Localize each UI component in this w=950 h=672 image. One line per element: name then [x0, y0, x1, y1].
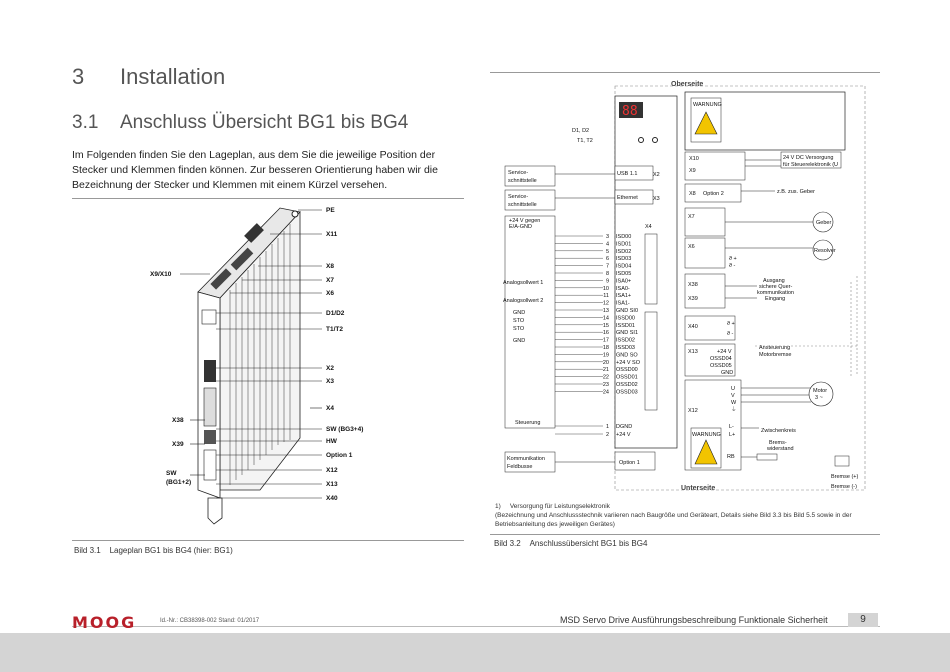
- label-d1d2: D1/D2: [326, 310, 345, 317]
- x7-block: [685, 208, 725, 236]
- x4-pin-number: 13: [602, 308, 609, 314]
- x4-pin-number: 16: [602, 330, 609, 337]
- brems-line1: Brems-: [769, 440, 787, 446]
- komm-line1: Kommunikation: [507, 456, 545, 462]
- service2-line1: Service-: [508, 194, 529, 200]
- x12-pin-lplus: L+: [729, 432, 736, 438]
- figure1-top-rule: [72, 198, 464, 199]
- x4-pin-signal: OSSD03: [616, 389, 638, 396]
- chapter-title: Installation: [120, 64, 226, 89]
- x4-pin-signal: ISD02: [616, 248, 632, 255]
- footnote-text: (Bezeichnung und Anschlussstechnik variieren nach Baugröße und Geräteart, Details siehe Bild 3.3 bis Bild 5.5 sowie in der Betriebsanleitung des jeweiligen Gerätes): [495, 512, 852, 528]
- label-x11: X11: [326, 231, 338, 238]
- label-theta-plus-1: ϑ +: [729, 256, 737, 262]
- label-theta-minus-1: ϑ -: [729, 263, 736, 269]
- left-label-eagnd: E/A-GND: [509, 224, 532, 230]
- left-label-24v: +24 V gegen: [509, 218, 541, 224]
- figure2-caption-text: Anschlussübersicht BG1 bis BG4: [529, 539, 648, 548]
- intro-paragraph: Im Folgenden finden Sie den Lageplan, aus dem Sie die jeweilige Position der Stecker und Klemmen finden können. Zur besseren Orientierung haben wir die Bezeichnung der Stecker und Klemmen mit einem Kürzel versehen.: [72, 149, 438, 191]
- x4-connector-lower: [645, 312, 657, 410]
- brake-resistor: [757, 454, 777, 460]
- warning-label-top: WARNUNG: [693, 102, 722, 108]
- motor-label: Motor: [813, 388, 828, 394]
- label-x40: X40: [688, 324, 698, 330]
- left-label-sto2: STO: [513, 326, 525, 332]
- x4-pin-signal: ISSD03: [616, 345, 635, 351]
- pe-screw: [292, 211, 298, 217]
- x13-pin-gnd: GND: [721, 370, 734, 376]
- t2-button: [653, 138, 658, 143]
- x4-pin-number: 18: [602, 345, 609, 351]
- x12-pin-v: V: [731, 393, 735, 399]
- brake-coil: [835, 456, 849, 466]
- x38-text-2: sichere Quer-: [759, 284, 793, 290]
- x4-pin-signal: ISA1-: [616, 300, 630, 307]
- figure1-device-drawing: [150, 200, 370, 530]
- label-x3: X3: [653, 196, 660, 202]
- left-label-gnd1: GND: [513, 310, 526, 316]
- x4-pin-number: 8: [605, 271, 609, 277]
- label-x2: X2: [326, 365, 334, 372]
- x4-pin-number: 9: [605, 278, 609, 285]
- label-bremse-minus: Bremse (-): [831, 484, 857, 490]
- x4-pin-number: 7: [605, 263, 609, 270]
- figure1-bottom-rule: [72, 540, 464, 541]
- label-theta-plus-2: ϑ +: [727, 321, 735, 327]
- x4-pin-signal: ISA1+: [616, 293, 632, 300]
- x38-x39-ports: [204, 430, 216, 444]
- x38-text-3: kommunikation: [757, 290, 794, 296]
- x4-pin-signal: OSSD02: [616, 382, 638, 388]
- figure2-top-rule: [490, 72, 880, 73]
- x4-pin-signal: DGND: [616, 424, 633, 430]
- x38-text-4: Eingang: [765, 296, 786, 302]
- label-x40: X40: [326, 495, 338, 502]
- left-label-analog1: Analogsollwert 1: [503, 280, 544, 286]
- x12-pin-rb: RB: [727, 454, 735, 460]
- figure1-caption-text: Lageplan BG1 bis BG4 (hier: BG1): [109, 546, 233, 555]
- label-hw: HW: [326, 438, 337, 445]
- x10-text-line1: 24 V DC Versorgung: [783, 155, 834, 161]
- x4-pin-number: 14: [602, 315, 609, 322]
- x4-pin-signal: ISSD00: [616, 315, 635, 322]
- label-d1d2: D1, D2: [572, 128, 590, 134]
- label-x8-text: z.B. zus. Geber: [777, 189, 815, 195]
- x13-pin-ossd05: OSSD05: [710, 363, 732, 369]
- label-theta-minus-2: ϑ -: [727, 331, 734, 337]
- x4-pin-signal: ISA0-: [616, 285, 630, 292]
- x10-text-line2: für Steuerelektronik (U: [783, 162, 839, 168]
- label-x10: X10: [689, 156, 699, 162]
- x4-pin-signal: ISD03: [616, 256, 632, 263]
- label-x8: X8: [689, 191, 696, 197]
- x4-pin-number: 19: [602, 352, 609, 359]
- label-option1: Option 1: [326, 452, 353, 459]
- label-x7: X7: [688, 214, 695, 220]
- x4-pin-number: 1: [605, 424, 609, 430]
- page-number: 9: [848, 613, 878, 627]
- label-x12: X12: [688, 408, 698, 414]
- label-bg12: (BG1+2): [166, 479, 192, 486]
- x4-pin-number: 21: [602, 367, 609, 374]
- label-x9: X9: [689, 168, 696, 174]
- x4-terminal: [204, 388, 216, 426]
- x13-pin-ossd04: OSSD04: [710, 356, 732, 362]
- x4-pin-signal: GND SO: [616, 352, 638, 359]
- label-sw-bg34: SW (BG3+4): [326, 426, 364, 433]
- label-oberseite: Oberseite: [671, 81, 704, 88]
- x4-pin-signal: ISSD01: [616, 322, 635, 329]
- x13-text-2: Motorbremse: [759, 352, 792, 358]
- x4-pin-signal: +24 V: [616, 432, 631, 438]
- label-bremse-plus: Bremse (+): [831, 474, 859, 480]
- x4-pin-signal: ISSD02: [616, 337, 635, 344]
- x12-pin-w: W: [731, 400, 737, 406]
- x4-pin-number: 20: [602, 359, 609, 366]
- moog-logo: MOOG: [72, 613, 137, 632]
- x4-pin-signal: GND SI1: [616, 330, 639, 337]
- figure2-footnote: [495, 502, 885, 529]
- label-x12: X12: [326, 467, 338, 474]
- x38-text-1: Ausgang: [763, 278, 785, 284]
- option1-slot: [204, 450, 216, 480]
- brems-line2: widerstand: [767, 446, 794, 452]
- x4-pin-number: 22: [602, 374, 609, 381]
- label-x38: X38: [688, 282, 698, 288]
- label-x38: X38: [172, 417, 184, 424]
- x13-pin-24v: +24 V: [717, 349, 732, 355]
- label-resolver: Resolver: [814, 248, 836, 254]
- label-option2: Option 2: [703, 191, 724, 197]
- x4-pin-signal: GND SI0: [616, 308, 639, 314]
- left-label-steuerung: Steuerung: [515, 420, 541, 426]
- label-geber: Geber: [816, 220, 832, 226]
- x4-pin-signal: OSSD01: [616, 374, 638, 381]
- label-x2: X2: [653, 172, 660, 178]
- display-d1d2: [202, 310, 216, 324]
- label-x13: X13: [688, 349, 698, 355]
- x4-pin-number: 23: [602, 382, 609, 388]
- x4-pin-number: 5: [605, 248, 609, 255]
- x4-pin-signal: ISD04: [616, 263, 632, 270]
- chapter-heading: [72, 64, 225, 90]
- x4-pin-number: 17: [602, 337, 609, 344]
- label-x9x10: X9/X10: [150, 271, 172, 278]
- x4-pin-signal: ISD00: [616, 234, 632, 240]
- footnote-title: Versorgung für Leistungselektronik: [509, 503, 610, 510]
- label-x39: X39: [688, 296, 698, 302]
- label-x13: X13: [326, 481, 338, 488]
- label-zwischenkreis: Zwischenkreis: [761, 428, 796, 434]
- label-option1: Option 1: [619, 460, 640, 466]
- label-x8: X8: [326, 263, 334, 270]
- label-x7: X7: [326, 277, 334, 284]
- figure2-caption: [494, 539, 647, 548]
- x4-pin-number: 24: [602, 389, 609, 396]
- x12-pin-lminus: L-: [729, 424, 734, 430]
- left-label-gnd2: GND: [513, 338, 526, 344]
- section-title: Anschluss Übersicht BG1 bis BG4: [120, 112, 409, 133]
- document-id: Id.-Nr.: CB38398-002 Stand: 01/2017: [160, 618, 260, 624]
- x4-pin-signal: ISD05: [616, 271, 632, 277]
- service1-line1: Service-: [508, 170, 529, 176]
- x6-block: [685, 238, 725, 268]
- x4-pin-number: 3: [605, 234, 609, 240]
- x4-pin-signal: ISA0+: [616, 278, 632, 285]
- figure2-bottom-rule: [490, 534, 880, 535]
- x13-text-1: Ansteuerung: [759, 345, 791, 351]
- section-heading: [72, 112, 408, 134]
- left-label-analog2: Analogsollwert 2: [503, 298, 544, 304]
- label-x39: X39: [172, 441, 184, 448]
- label-t1t2: T1/T2: [326, 326, 343, 333]
- x4-pin-number: 15: [602, 322, 609, 329]
- section-number: 3.1: [72, 112, 99, 133]
- display-digits: 88: [622, 104, 638, 119]
- left-label-sto1: STO: [513, 318, 525, 324]
- label-x3: X3: [326, 378, 334, 385]
- x38-x39-block: [685, 274, 725, 308]
- service2-line2: schnittstelle: [508, 202, 537, 208]
- x4-pin-signal: OSSD00: [616, 367, 638, 374]
- t1-button: [639, 138, 644, 143]
- figure1-caption: [74, 546, 233, 555]
- x4-connector-upper: [645, 234, 657, 304]
- x4-pin-number: 6: [605, 256, 609, 263]
- warning-label-bottom: WARNUNG: [692, 432, 721, 438]
- label-x6: X6: [326, 290, 334, 297]
- x4-pin-number: 4: [605, 241, 609, 248]
- x4-pin-number: 2: [605, 432, 609, 438]
- x4-pin-signal: +24 V SO: [616, 359, 641, 366]
- figure2-caption-number: Bild 3.2: [494, 539, 521, 548]
- figure1-caption-number: Bild 3.1: [74, 546, 101, 555]
- x12-pin-pe: ⏚: [731, 407, 737, 413]
- label-x6: X6: [688, 244, 695, 250]
- label-sw: SW: [166, 470, 177, 477]
- x4-pin-number: 12: [602, 300, 609, 307]
- motor-circle: [809, 382, 833, 406]
- label-usb: USB 1.1: [617, 171, 638, 177]
- x4-pin-number: 11: [603, 293, 609, 300]
- x4-pin-number: 10: [602, 285, 609, 292]
- motor-phase: 3 ~: [815, 395, 823, 401]
- label-x4: X4: [326, 405, 334, 412]
- x2-port: [204, 360, 216, 382]
- label-unterseite: Unterseite: [681, 485, 716, 492]
- x4-pin-signal: ISD01: [616, 241, 632, 248]
- footnote-number: 1): [495, 503, 501, 510]
- label-t1t2: T1, T2: [577, 138, 593, 144]
- label-ethernet: Ethernet: [617, 195, 638, 201]
- service1-line2: schnittstelle: [508, 178, 537, 184]
- label-x4: X4: [645, 224, 652, 230]
- x12-pin-u: U: [731, 386, 735, 392]
- footer-band: [0, 633, 950, 672]
- document-title: MSD Servo Drive Ausführungsbeschreibung Funktionale Sicherheit: [560, 615, 828, 625]
- chapter-number: 3: [72, 64, 85, 89]
- komm-line2: Feldbusse: [507, 464, 533, 470]
- mounting-foot: [208, 498, 222, 524]
- footer-rule: [72, 626, 880, 627]
- figure2-wiring-diagram: [495, 76, 885, 500]
- label-pe: PE: [326, 207, 335, 214]
